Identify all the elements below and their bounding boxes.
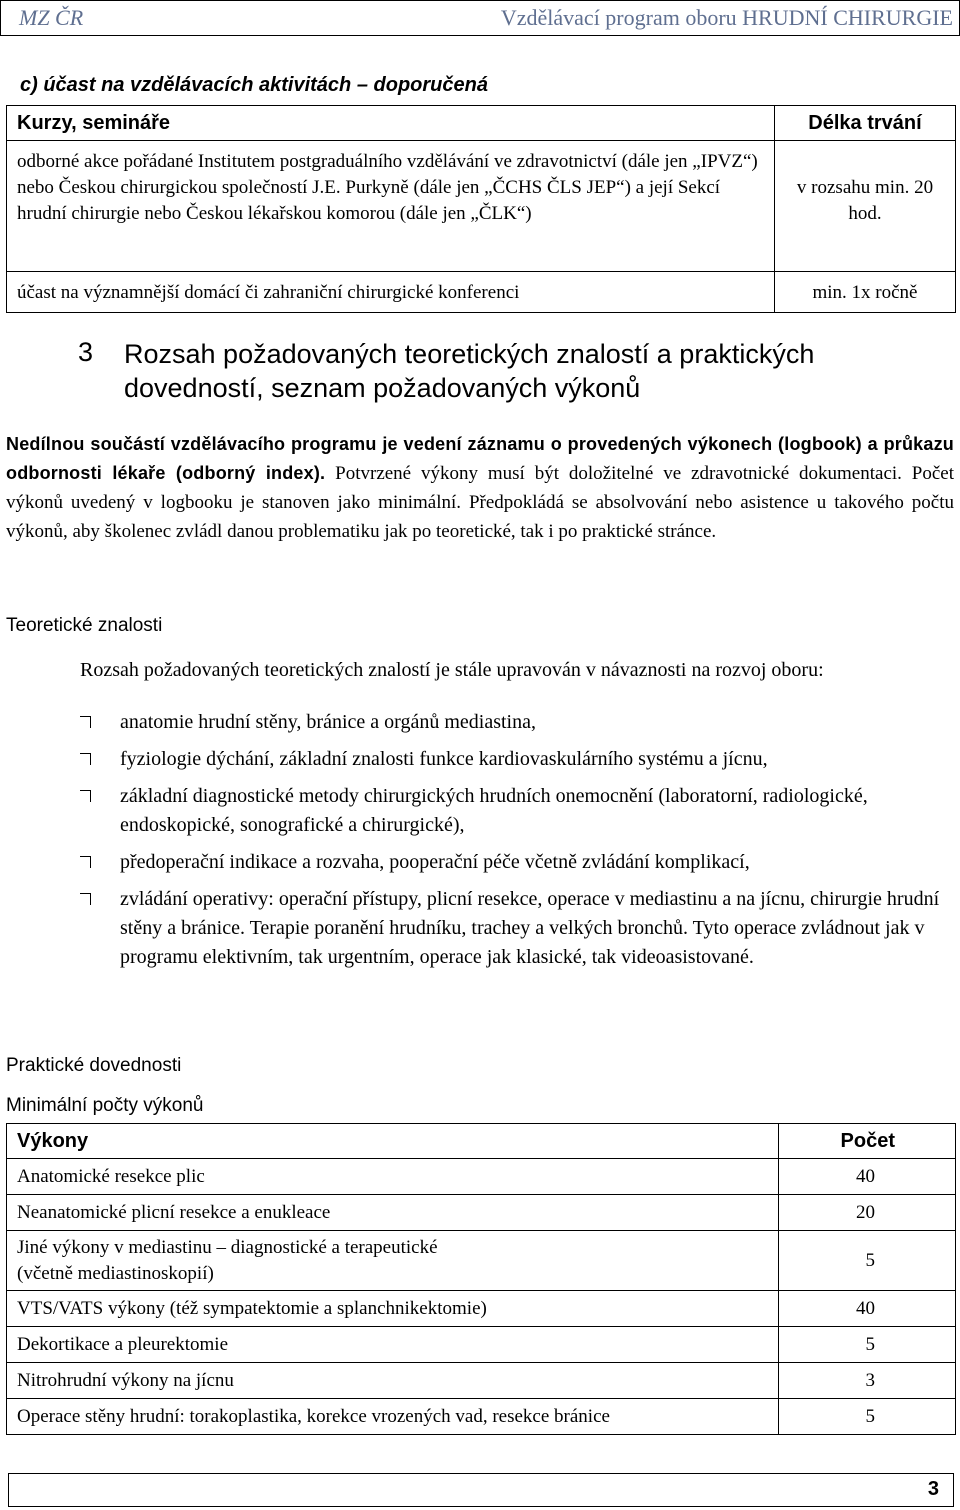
bullet-icon	[80, 716, 91, 728]
procedure-count: 5	[779, 1327, 956, 1363]
intro-rest: Potvrzené výkony musí být doložitelné ve zdravotnické dokumentaci. Počet výkonů uvedený v logbooku je stanoven jako minimální. Předpokládá se absolvování nebo asistence u takového počtu výkonů, aby školenec zvládl danou problematiku jak po teoretické, tak i po praktické stránce.	[6, 463, 955, 542]
procedure-name: VTS/VATS výkony (též sympatektomie a splanchnikektomie)	[7, 1291, 779, 1327]
section-c-title: c) účast na vzdělávacích aktivitách – doporučená	[20, 74, 488, 96]
courses-table	[6, 105, 956, 313]
count-col-header: Počet	[779, 1124, 956, 1159]
procedure-count: 5	[779, 1231, 956, 1291]
intro-paragraph	[6, 430, 954, 546]
theory-intro: Rozsah požadovaných teoretických znalostí je stále upravován v návaznosti na rozvoj oboru:	[80, 659, 824, 681]
course-row-text: odborné akce pořádané Institutem postgraduálního vzdělávání ve zdravotnictví (dále jen „IPVZ“) nebo Českou chirurgickou společností J.E. Purkyně (dále jen „ČCHS ČLS JEP“) a její Sekcí hrudní chirurgie nebo Českou lékařskou komorou (dále jen „ČLK“)	[7, 141, 775, 272]
procedure-count: 3	[779, 1363, 956, 1399]
header-right: Vzdělávací program oboru HRUDNÍ CHIRURGIE	[500, 5, 953, 30]
procedure-name: Nitrohrudní výkony na jícnu	[7, 1363, 779, 1399]
list-item: základní diagnostické metody chirurgických hrudních onemocnění (laboratorní, radiologické, endoskopické, sonografické a chirurgické),	[80, 782, 940, 840]
bullet-icon	[80, 893, 91, 905]
page-number: 3	[927, 1478, 939, 1500]
procedures-col-header: Výkony	[7, 1124, 779, 1159]
course-row-text: účast na významnější domácí či zahraniční chirurgické konferenci	[7, 272, 775, 313]
practical-subheading: Minimální počty výkonů	[6, 1095, 204, 1116]
bullet-icon	[80, 753, 91, 765]
procedures-table	[6, 1123, 956, 1435]
list-item: fyziologie dýchání, základní znalosti funkce kardiovaskulárního systému a jícnu,	[80, 745, 940, 774]
procedure-count: 20	[779, 1195, 956, 1231]
page-footer	[8, 1473, 954, 1507]
courses-col-header: Kurzy, semináře	[7, 106, 775, 141]
procedure-name: Anatomické resekce plic	[7, 1159, 779, 1195]
bullet-icon	[80, 790, 91, 802]
course-row-duration: min. 1x ročně	[775, 272, 956, 313]
procedure-name: Dekortikace a pleurektomie	[7, 1327, 779, 1363]
procedure-count: 5	[779, 1399, 956, 1435]
procedure-count: 40	[779, 1291, 956, 1327]
list-item: anatomie hrudní stěny, bránice a orgánů mediastina,	[80, 708, 940, 737]
list-item: předoperační indikace a rozvaha, pooperační péče včetně zvládání komplikací,	[80, 848, 940, 877]
theory-heading: Teoretické znalosti	[6, 615, 163, 636]
intro-bold: Nedílnou součástí vzdělávacího programu je vedení záznamu o provedených výkonech (logbook) a průkazu odbornosti lékaře (odborný index).	[6, 434, 954, 483]
section-title: Rozsah požadovaných teoretických znalostí a praktických dovedností, seznam požadovaných výkonů	[124, 339, 815, 403]
theory-list	[80, 708, 940, 980]
procedure-name: Jiné výkony v mediastinu – diagnostické a terapeutické (včetně mediastinoskopií)	[7, 1231, 779, 1291]
duration-col-header: Délka trvání	[775, 106, 956, 141]
section-number: 3	[78, 337, 94, 367]
practical-heading: Praktické dovednosti	[6, 1055, 182, 1076]
procedure-name: Operace stěny hrudní: torakoplastika, korekce vrozených vad, resekce bránice	[7, 1399, 779, 1435]
bullet-icon	[80, 856, 91, 868]
course-row-duration: v rozsahu min. 20 hod.	[775, 141, 956, 272]
procedure-count: 40	[779, 1159, 956, 1195]
header-left: MZ ČR	[19, 5, 84, 30]
list-item: zvládání operativy: operační přístupy, plicní resekce, operace v mediastinu a na jícnu, chirurgie hrudní stěny a bránice. Terapie poranění hrudníku, trachey a velkých bronchů. Tyto operace zvládnout jak v programu elektivním, tak urgentním, operace jak klasické, tak videoasistované.	[80, 885, 940, 972]
procedure-name: Neanatomické plicní resekce a enukleace	[7, 1195, 779, 1231]
page-header	[0, 0, 960, 36]
